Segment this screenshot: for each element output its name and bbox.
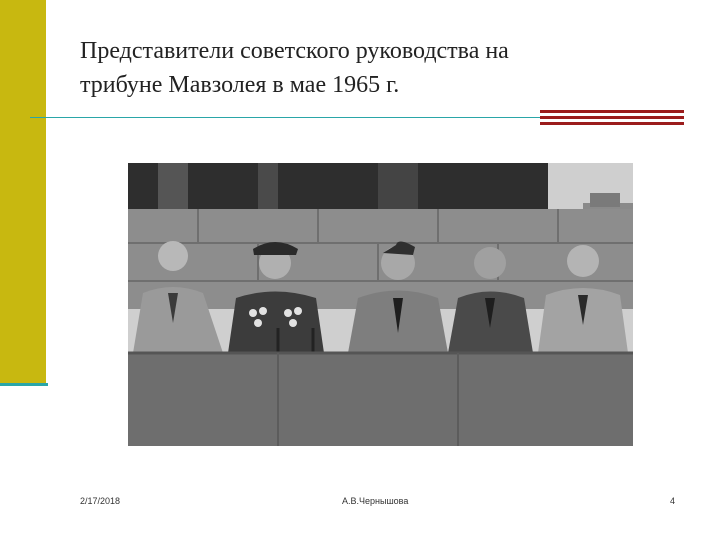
photo-illustration — [128, 163, 633, 446]
slide-photo — [128, 163, 633, 446]
title-divider-stripes — [540, 110, 684, 126]
slide-title-line-1: Представители советского руководства на — [80, 38, 509, 64]
side-accent-bar — [0, 0, 46, 383]
footer-date: 2/17/2018 — [80, 496, 121, 506]
slide-title — [80, 34, 680, 102]
side-accent-underline — [0, 383, 48, 386]
title-divider-line — [30, 117, 545, 118]
slide-title-line-2: трибуне Мавзолея в мае 1965 г. — [80, 72, 400, 98]
footer-page-number: 4 — [670, 496, 676, 506]
footer-author: А.В.Чернышова — [342, 496, 409, 506]
